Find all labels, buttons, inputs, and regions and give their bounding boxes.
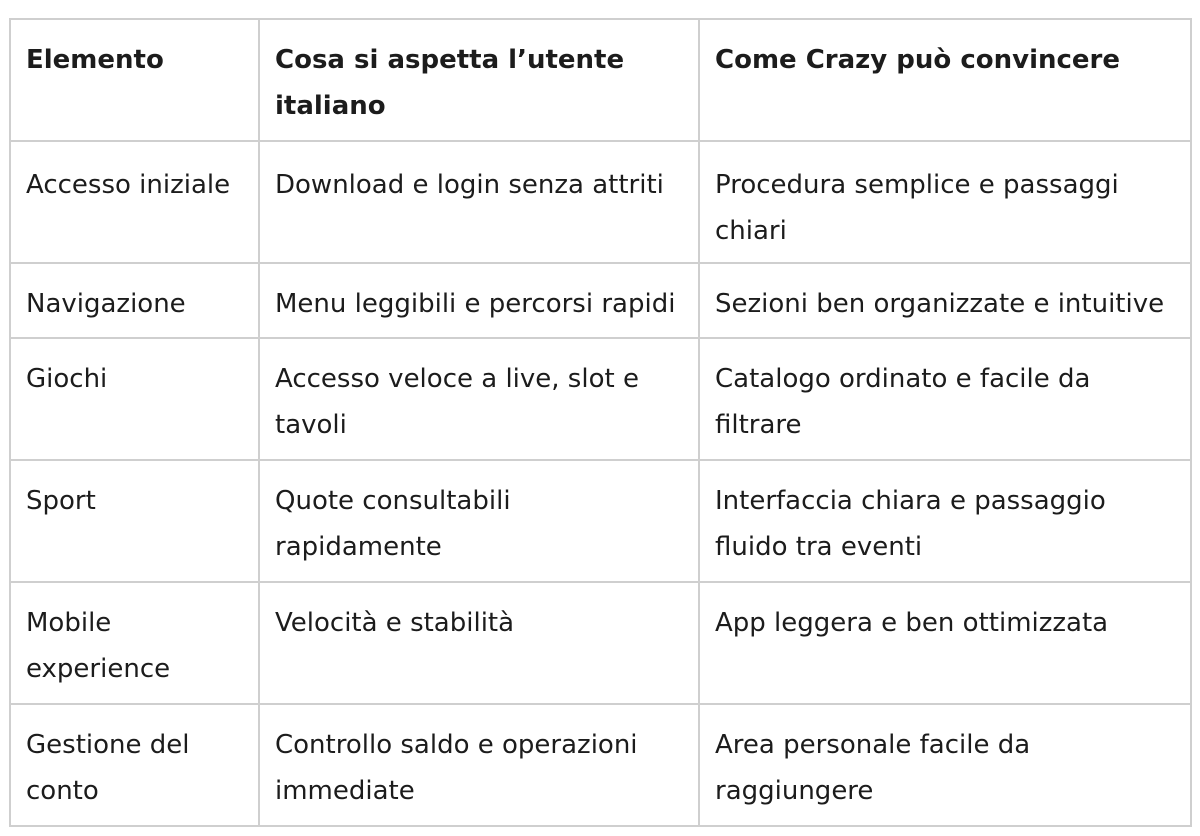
table-cell-expectation: Accesso veloce a live, slot e tavoli	[259, 338, 699, 460]
table-cell-element: Mobile experience	[10, 582, 259, 704]
table-cell-convince: Area personale facile da raggiungere	[699, 704, 1191, 826]
table-row	[10, 704, 1191, 826]
table-cell-element: Sport	[10, 460, 259, 582]
header-crazy-convince: Come Crazy può convincere	[699, 19, 1191, 141]
comparison-table-container	[9, 18, 1190, 827]
table-cell-convince: Catalogo ordinato e facile da filtrare	[699, 338, 1191, 460]
table-cell-convince: App leggera e ben ottimizzata	[699, 582, 1191, 704]
table-cell-element: Accesso iniziale	[10, 141, 259, 263]
table-row	[10, 582, 1191, 704]
table-cell-expectation: Velocità e stabilità	[259, 582, 699, 704]
table-cell-element: Gestione del conto	[10, 704, 259, 826]
header-user-expectation: Cosa si aspetta l’utente italiano	[259, 19, 699, 141]
table-cell-expectation: Download e login senza attriti	[259, 141, 699, 263]
table-cell-element: Giochi	[10, 338, 259, 460]
table-cell-convince: Interfaccia chiara e passaggio fluido tra eventi	[699, 460, 1191, 582]
table-row	[10, 460, 1191, 582]
table-header-row	[10, 19, 1191, 141]
table-row	[10, 338, 1191, 460]
table-cell-convince: Procedura semplice e passaggi chiari	[699, 141, 1191, 263]
table-cell-element: Navigazione	[10, 263, 259, 338]
table-cell-expectation: Controllo saldo e operazioni immediate	[259, 704, 699, 826]
table-cell-convince: Sezioni ben organizzate e intuitive	[699, 263, 1191, 338]
header-element: Elemento	[10, 19, 259, 141]
table-row	[10, 263, 1191, 338]
table-cell-expectation: Quote consultabili rapidamente	[259, 460, 699, 582]
comparison-table	[9, 18, 1192, 827]
table-row	[10, 141, 1191, 263]
table-cell-expectation: Menu leggibili e percorsi rapidi	[259, 263, 699, 338]
